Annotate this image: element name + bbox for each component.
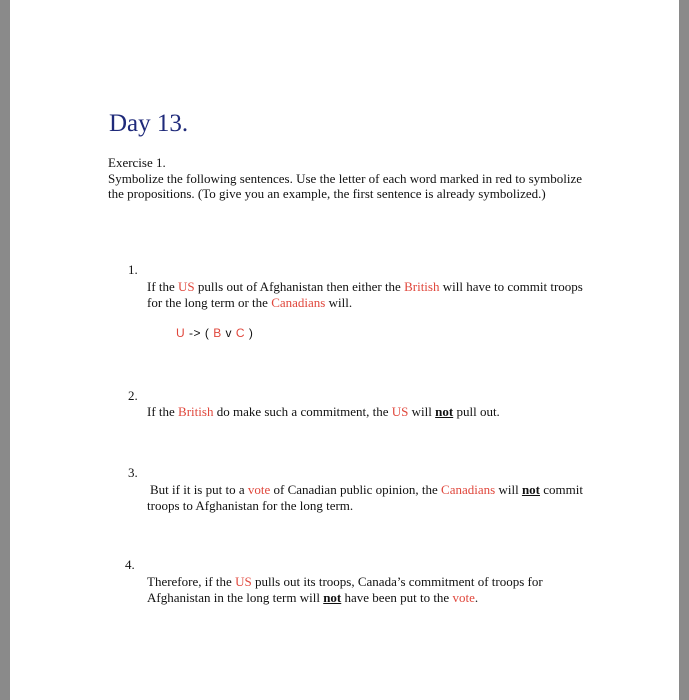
symbol-word-british: British <box>404 279 440 294</box>
item-number: 4. <box>125 557 135 572</box>
list-item: If the British do make such a commitment, the US will not pull out. <box>147 404 500 419</box>
symbol-word-canadians: Canadians <box>271 295 326 310</box>
item-number: 2. <box>128 388 138 403</box>
instructions: Symbolize the following sentences. Use the letter of each word marked in red to symbolize the propositions. (To give you an example, the first sentence is already symbolized.) <box>108 170 582 201</box>
item-number: 1. <box>128 262 138 277</box>
list-item: Therefore, if the US pulls out its troops, Canada’s commitment of troops for Afghanistan in the long term will not have been put to the vote. <box>147 574 543 605</box>
symbol-word-us: US <box>178 279 195 294</box>
page-title: Day 13. <box>109 110 189 137</box>
list-item: But if it is put to a vote of Canadian public opinion, the Canadians will not commit troops to Afghanistan for the long term. <box>147 482 583 513</box>
formula-u: U <box>176 326 186 340</box>
example-formula: U -> ( B v C ) <box>176 326 254 340</box>
formula-b: B <box>213 326 222 340</box>
formula-c: C <box>235 326 246 340</box>
document-page <box>10 0 679 700</box>
item-number: 3. <box>128 465 138 480</box>
exercise-intro <box>108 155 588 202</box>
list-item: If the US pulls out of Afghanistan then either the British will have to commit troops for the long term or the Canadians will. <box>147 279 583 310</box>
exercise-label: Exercise 1. <box>108 155 166 170</box>
